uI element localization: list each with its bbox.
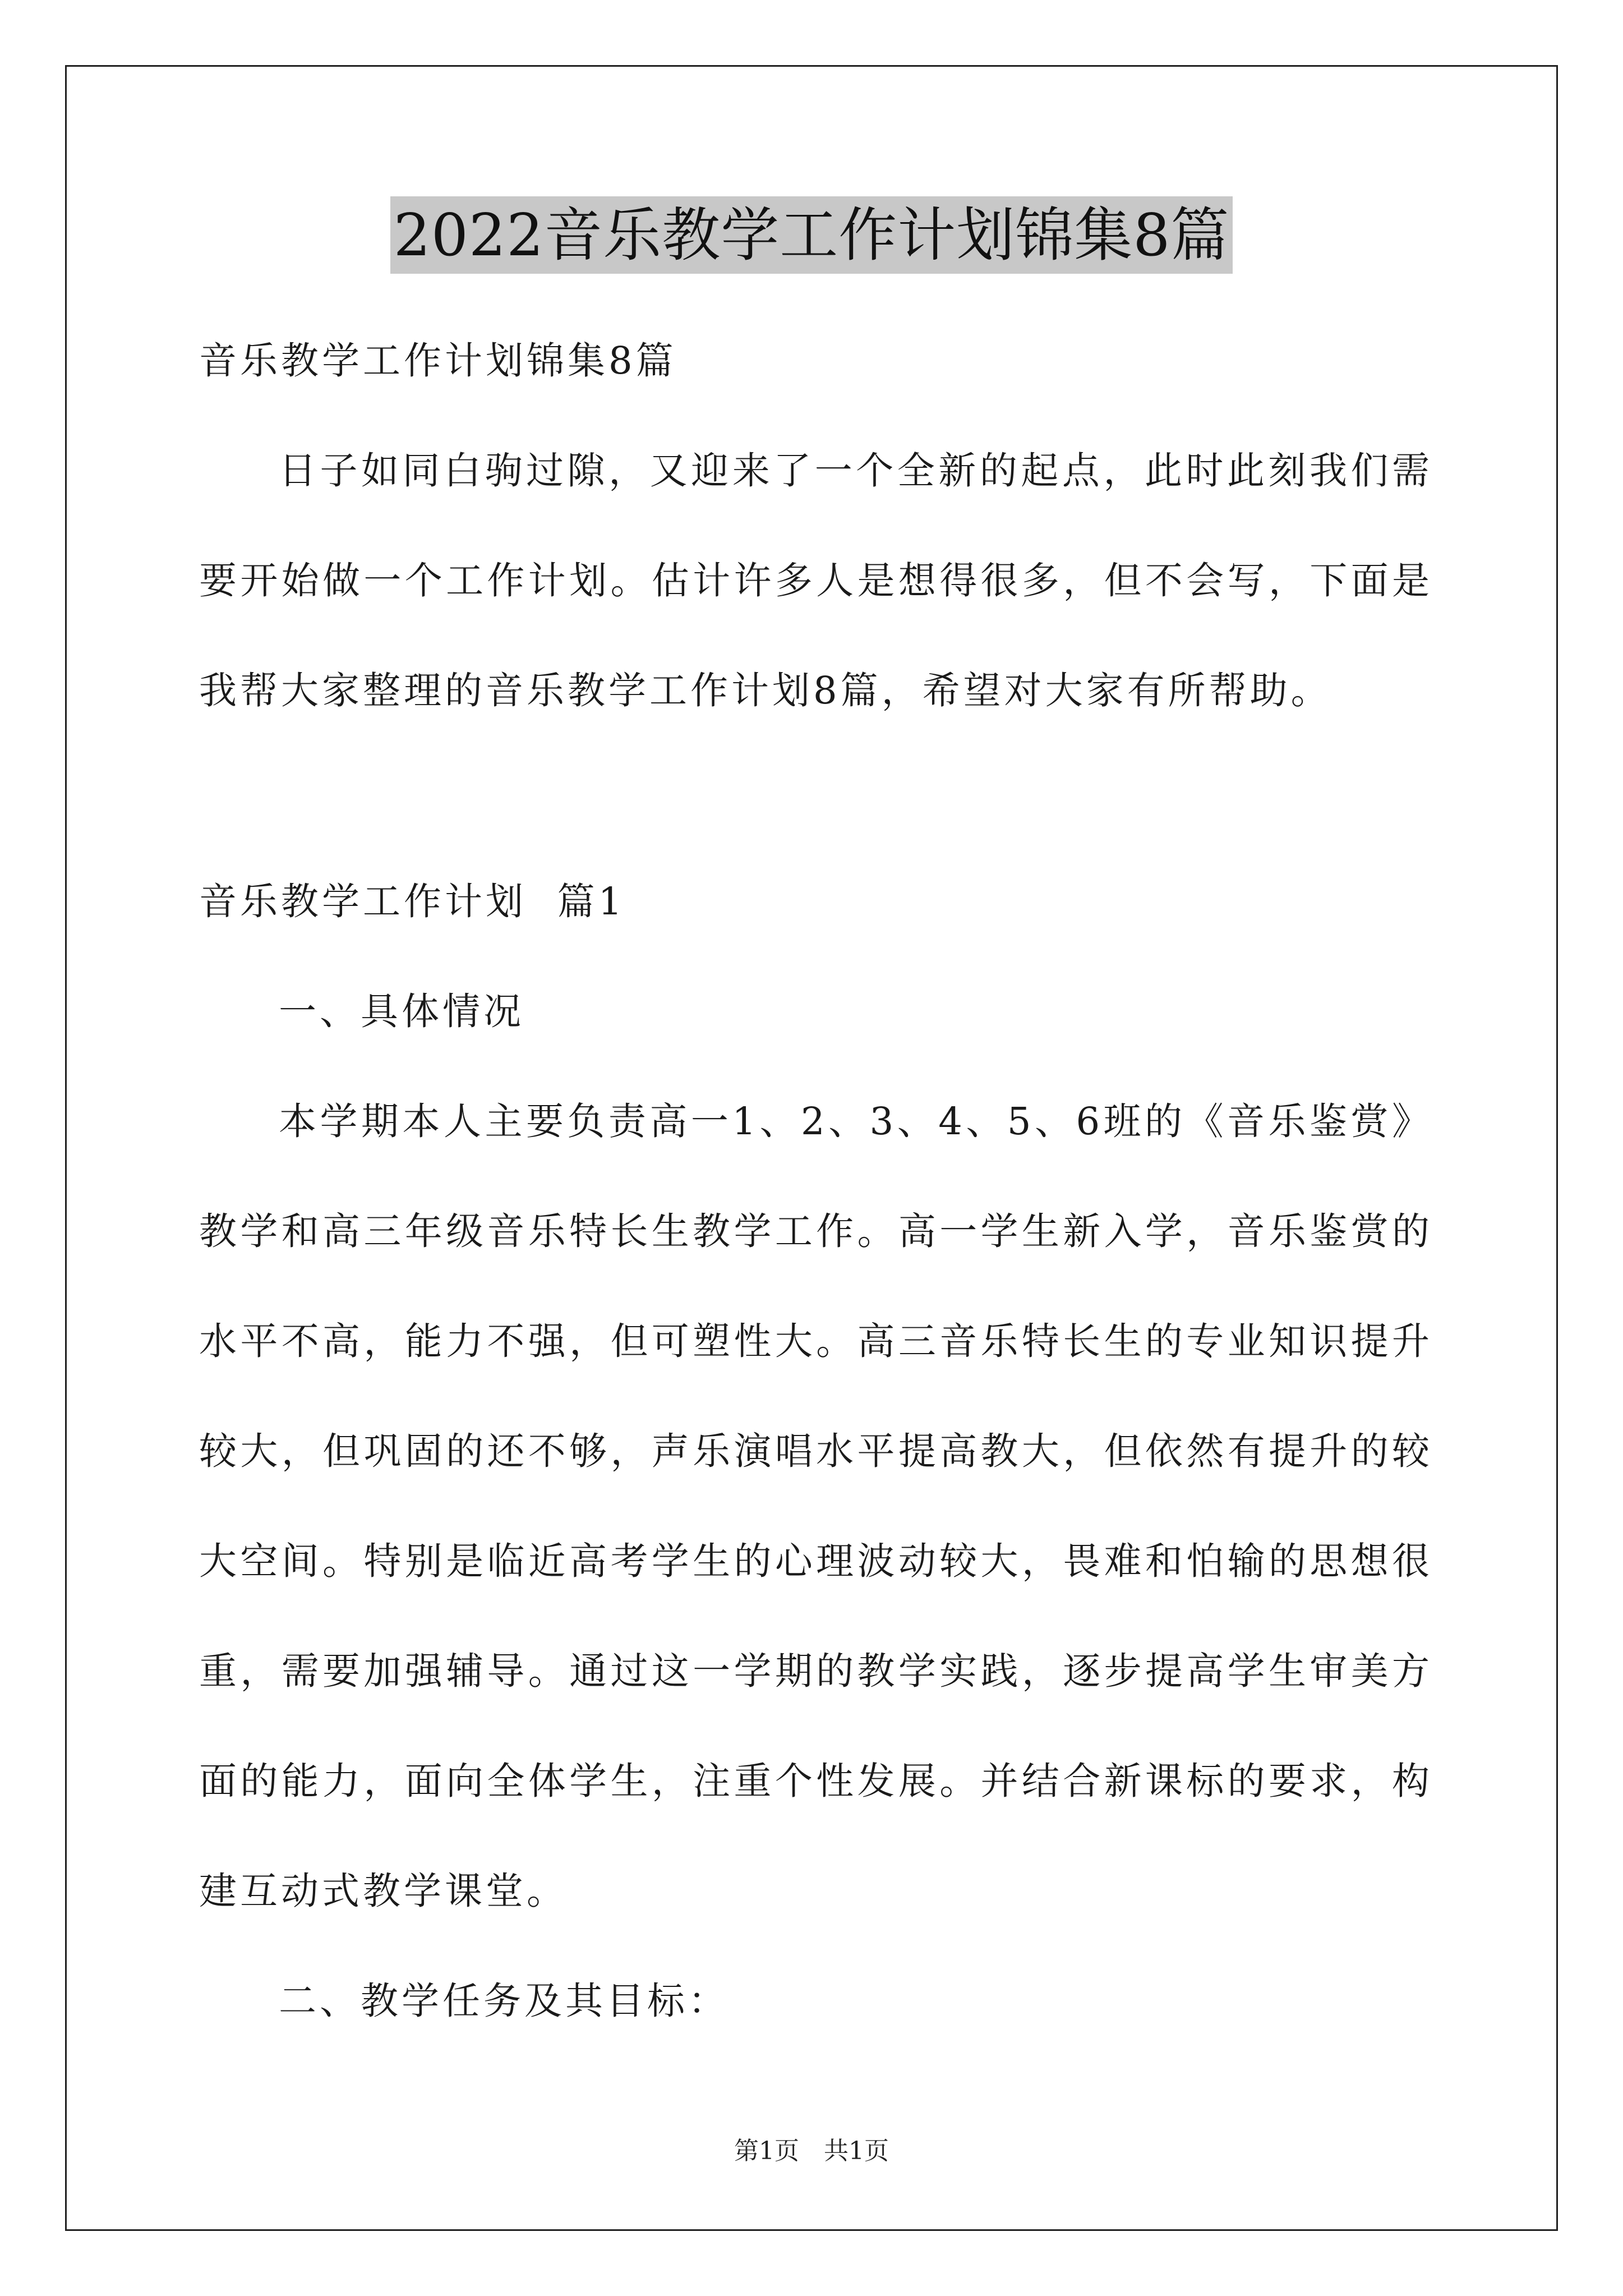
document-body bbox=[199, 306, 1433, 2056]
part1-paragraph: 本学期本人主要负责高一1、2、3、4、5、6班的《音乐鉴赏》教学和高三年级音乐特长生教学工作。高一学生新入学，音乐鉴赏的水平不高，能力不强，但可塑性大。高三音乐特长生的专业知识提升较大，但巩固的还不够，声乐演唱水平提高教大，但依然有提升的较大空间。特别是临近高考学生的心理波动较大，畏难和怕输的思想很重，需要加强辅导。通过这一学期的教学实践，逐步提高学生审美方面的能力，面向全体学生，注重个性发展。并结合新课标的要求，构建互动式教学课堂。 bbox=[199, 1099, 1433, 1913]
title-container bbox=[0, 196, 1623, 274]
section-gap bbox=[199, 746, 1433, 846]
part2-heading: 二、教学任务及其目标： bbox=[279, 1979, 729, 2023]
page-current: 第1页 bbox=[734, 2137, 799, 2165]
document-subtitle: 音乐教学工作计划锦集8篇 bbox=[199, 339, 677, 383]
document-title: 2022音乐教学工作计划锦集8篇 bbox=[390, 196, 1233, 274]
page-total: 共1页 bbox=[824, 2137, 889, 2165]
page-footer bbox=[0, 2134, 1623, 2168]
part1-heading: 一、具体情况 bbox=[279, 990, 524, 1033]
intro-paragraph: 日子如同白驹过隙，又迎来了一个全新的起点，此时此刻我们需要开始做一个工作计划。估计许多人是想得很多，但不会写，下面是我帮大家整理的音乐教学工作计划8篇，希望对大家有所帮助。 bbox=[199, 449, 1433, 712]
section-heading: 音乐教学工作计划 篇1 bbox=[199, 880, 626, 923]
